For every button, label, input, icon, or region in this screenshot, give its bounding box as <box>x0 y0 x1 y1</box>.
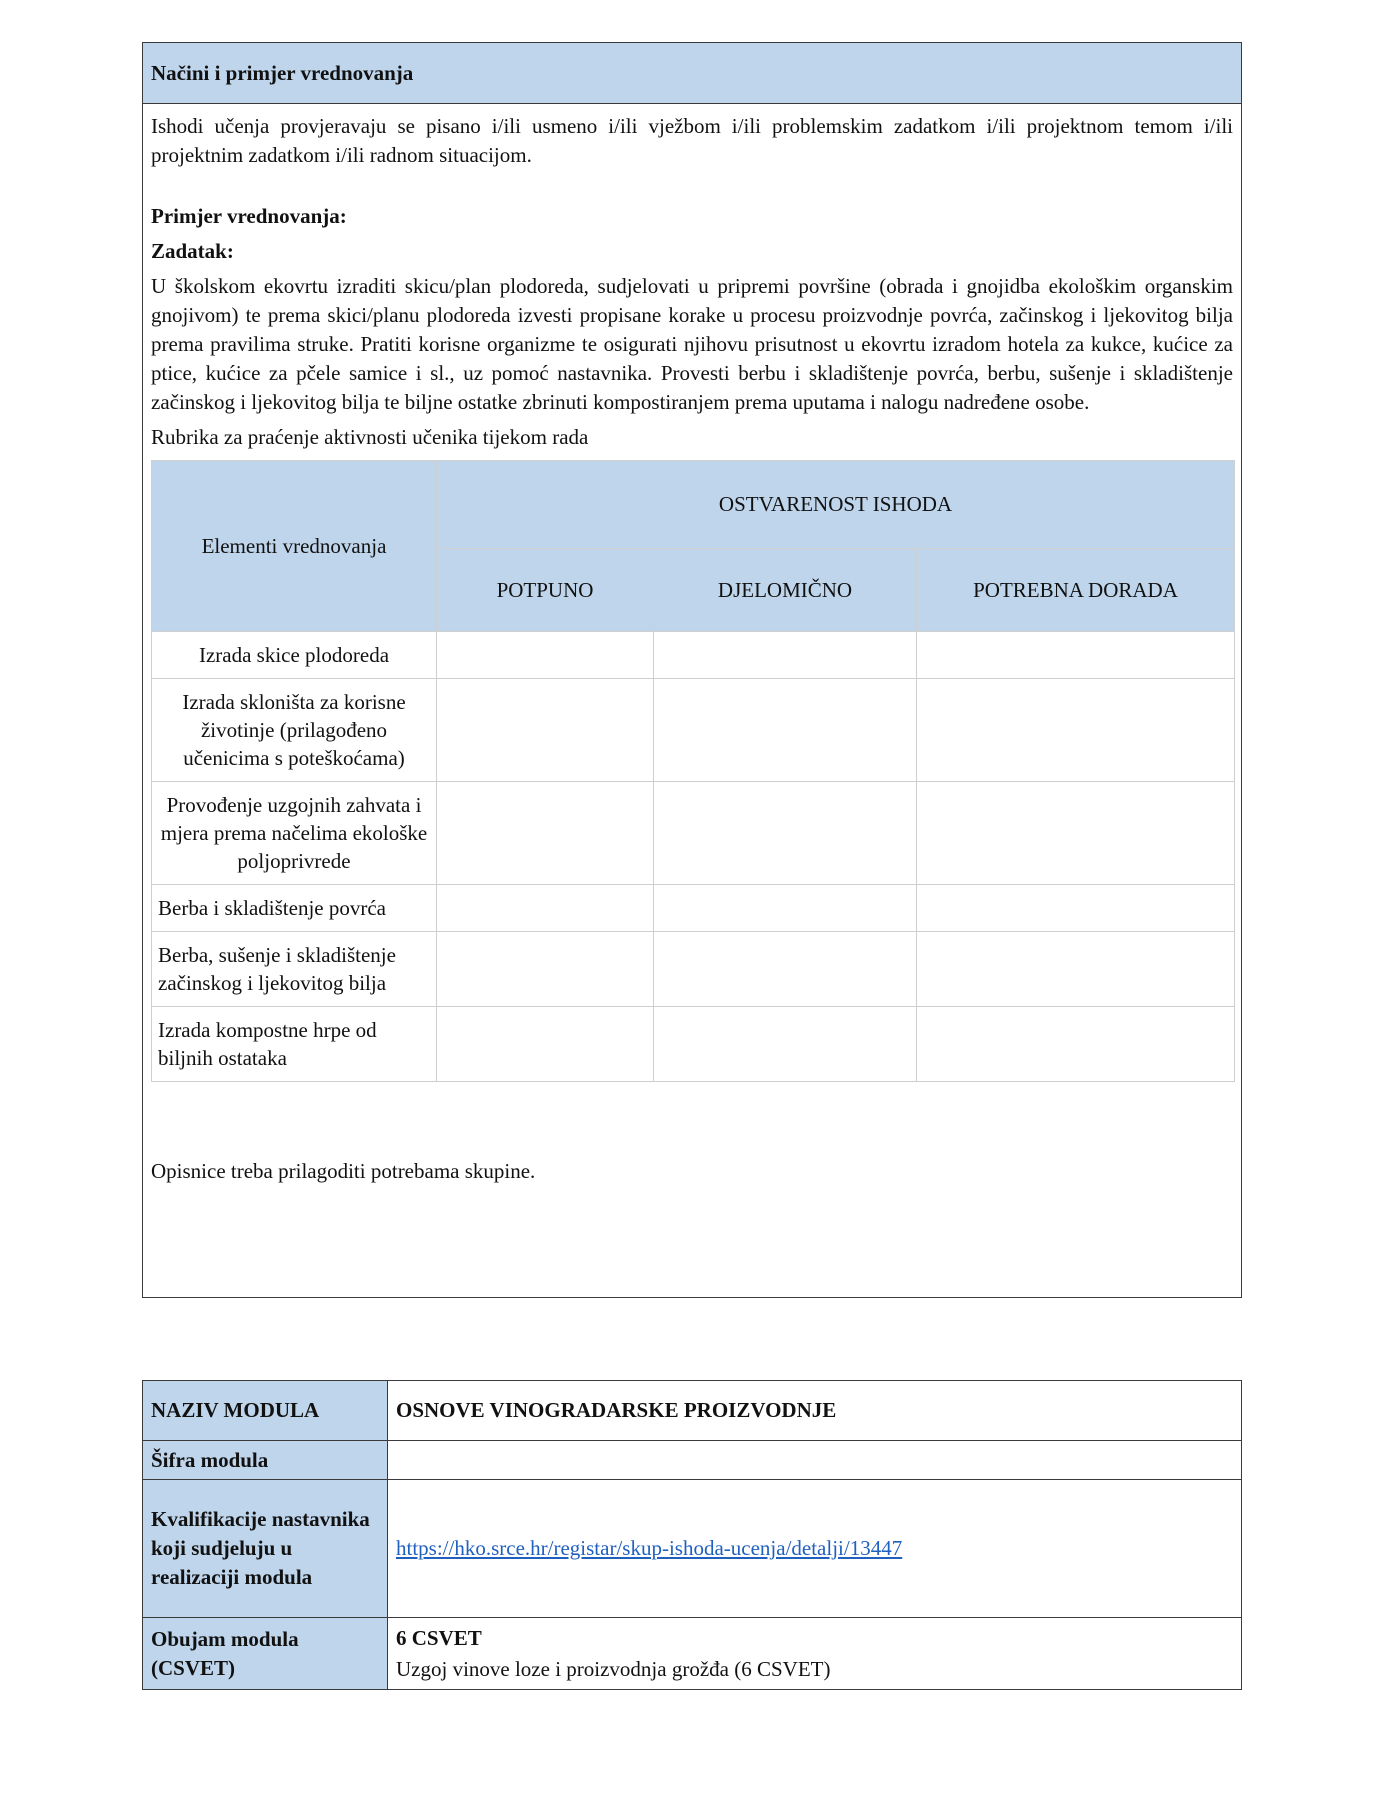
module-volume-value: 6 CSVET <box>396 1625 482 1650</box>
rating-cell[interactable] <box>917 782 1235 885</box>
rating-cell[interactable] <box>437 782 654 885</box>
table-row <box>152 1007 1235 1082</box>
rating-cell[interactable] <box>437 932 654 1007</box>
level-header-partial: DJELOMIČNO <box>654 549 917 632</box>
rating-cell[interactable] <box>437 885 654 932</box>
element-cell: Izrada skloništa za korisne životinje (prilagođeno učenicima s poteškoćama) <box>152 679 437 782</box>
element-cell: Berba, sušenje i skladištenje začinskog i ljekovitog bilja <box>152 932 437 1007</box>
module-code-value <box>388 1441 1242 1480</box>
rating-cell[interactable] <box>654 932 917 1007</box>
level-header-rework: POTREBNA DORADA <box>917 549 1235 632</box>
teacher-qualifications-label: Kvalifikacije nastavnika koji sudjeluju u realizaciji modula <box>143 1480 388 1618</box>
table-row <box>152 885 1235 932</box>
module-volume-detail: Uzgoj vinove loze i proizvodnja grožđa (6 CSVET) <box>396 1656 831 1681</box>
rating-cell[interactable] <box>917 932 1235 1007</box>
table-row <box>152 679 1235 782</box>
qualifications-link[interactable]: https://hko.srce.hr/registar/skup-ishoda-ucenja/detalji/13447 <box>396 1536 903 1560</box>
element-cell: Izrada kompostne hrpe od biljnih ostataka <box>152 1007 437 1082</box>
rating-cell[interactable] <box>654 782 917 885</box>
table-row <box>152 932 1235 1007</box>
module-volume-label: Obujam modula (CSVET) <box>143 1618 388 1690</box>
rating-cell[interactable] <box>437 632 654 679</box>
rating-cell[interactable] <box>654 632 917 679</box>
rating-cell[interactable] <box>654 885 917 932</box>
element-cell: Provođenje uzgojnih zahvata i mjera prema načelima ekološke poljoprivrede <box>152 782 437 885</box>
rating-cell[interactable] <box>917 885 1235 932</box>
assessment-header: Načini i primjer vrednovanja <box>143 43 1241 104</box>
assessment-intro: Ishodi učenja provjeravaju se pisano i/ili usmeno i/ili vježbom i/ili problemskim zadatkom i/ili projektnom temom i/ili projektnim zadatkom i/ili radnom situacijom. <box>151 114 1233 167</box>
rating-cell[interactable] <box>437 679 654 782</box>
col-group-header: OSTVARENOST ISHODA <box>437 461 1235 549</box>
rating-cell[interactable] <box>917 632 1235 679</box>
rating-cell[interactable] <box>654 679 917 782</box>
module-code-label: Šifra modula <box>143 1441 388 1480</box>
rubric-note: Opisnice treba prilagoditi potrebama skupine. <box>151 1159 536 1183</box>
element-cell: Berba i skladištenje povrća <box>152 885 437 932</box>
rubric-caption: Rubrika za praćenje aktivnosti učenika tijekom rada <box>151 425 589 449</box>
rating-cell[interactable] <box>917 679 1235 782</box>
table-row <box>152 632 1235 679</box>
element-cell: Izrada skice plodoreda <box>152 632 437 679</box>
module-name-value: OSNOVE VINOGRADARSKE PROIZVODNJE <box>388 1381 1242 1441</box>
module-name-label: NAZIV MODULA <box>143 1381 388 1441</box>
level-header-full: POTPUNO <box>437 549 654 632</box>
rating-cell[interactable] <box>917 1007 1235 1082</box>
task-heading: Zadatak: <box>151 239 234 263</box>
table-row <box>152 782 1235 885</box>
rating-cell[interactable] <box>437 1007 654 1082</box>
task-text: U školskom ekovrtu izraditi skicu/plan plodoreda, sudjelovati u pripremi površine (obrada i gnojidba ekološkim organskim gnojivom) te prema skici/planu plodoreda izvesti propisane korake u procesu proizvodnje povrća, začinskog i ljekovitog bilja prema pravilima struke. Pratiti korisne organizme te osigurati njihovu prisutnost u ekovrtu izradom hotela za kukce, kućice za ptice, kućice za pčele samice i sl., uz pomoć nastavnika. Provesti berbu i skladištenje povrća, berbu, sušenje i skladištenje začinskog i ljekovitog bilja te biljne ostatke zbrinuti kompostiranjem prema uputama i nalogu nadređene osobe. <box>151 274 1233 414</box>
rubric-table <box>151 460 1235 1082</box>
example-heading: Primjer vrednovanja: <box>151 204 347 228</box>
col-elements-header: Elementi vrednovanja <box>152 461 437 632</box>
assessment-section <box>142 42 1242 1298</box>
rating-cell[interactable] <box>654 1007 917 1082</box>
module-info-table <box>142 1380 1242 1690</box>
